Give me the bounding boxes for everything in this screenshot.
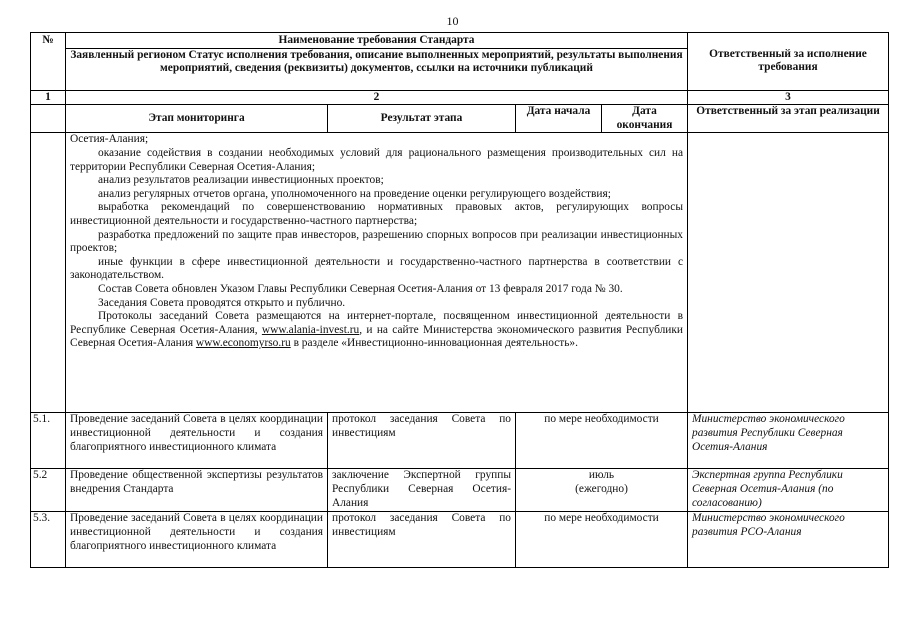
table-row: [31, 512, 889, 568]
description-responsible-empty: [688, 133, 889, 413]
row-result: протокол заседания Совета по инвестициям: [328, 512, 516, 568]
description-paragraph: Осетия-Алания;: [70, 133, 149, 146]
description-paragraph: Заседания Совета проводятся открыто и публично.: [98, 296, 346, 309]
description-text: [66, 133, 688, 413]
row-dates-line: (ежегодно): [575, 482, 628, 495]
row-number: 5.2: [31, 469, 66, 512]
row-responsible: Министерство экономического развития Республики Северная Осетия-Алания: [688, 413, 889, 469]
row-stage: Проведение заседаний Совета в целях координации инвестиционной деятельности и создания благоприятного инвестиционного климата: [66, 413, 328, 469]
standard-requirements-table: [30, 32, 889, 568]
row-dates: по мере необходимости: [516, 512, 688, 568]
header-requirement-title: Наименование требования Стандарта: [66, 33, 688, 49]
description-paragraph-links: [70, 310, 683, 351]
row-number: 5.3.: [31, 512, 66, 568]
row-stage: Проведение общественной экспертизы результатов внедрения Стандарта: [66, 469, 328, 512]
paragraph-text: Протоколы заседаний Совета размещаются на интернет-портале, посвященном инвестиционной деятельности в Республике Северная Осетия-Алания,: [70, 310, 683, 336]
description-paragraph: иные функции в сфере инвестиционной деятельности и государственно-частного партнерства в соответствии с законодательством.: [70, 255, 683, 282]
row-dates: по мере необходимости: [516, 413, 688, 469]
row-dates-line: июль: [588, 469, 615, 482]
row-responsible: Министерство экономического развития РСО-Алания: [688, 512, 889, 568]
paragraph-text: в разделе «Инвестиционно-инновационная деятельность».: [290, 337, 578, 350]
description-paragraph: анализ регулярных отчетов органа, уполномоченного на проведение оценки регулирующего воздействия;: [98, 187, 611, 200]
subheader-empty: [31, 105, 66, 133]
paragraph-text: , и на сайте Министерства экономического развития Республики Северная Осетия-Алания: [70, 323, 683, 350]
description-paragraph: анализ результатов реализации инвестиционных проектов;: [98, 174, 384, 187]
table-row: [31, 469, 889, 512]
row-responsible: Экспертная группа Республики Северная Осетия-Алания (по согласованию): [688, 469, 889, 512]
row-stage: Проведение заседаний Совета в целях координации инвестиционной деятельности и создания благоприятного инвестиционного климата: [66, 512, 328, 568]
description-paragraph: оказание содействия в создании необходимых условий для рационального размещения производительных сил на территории Республики Северная Осетия-Алания;: [70, 146, 683, 173]
row-result: заключение Экспертной группы Республики Северная Осетия-Алания: [328, 469, 516, 512]
row-dates: [516, 469, 688, 512]
header-number: №: [31, 33, 66, 91]
description-paragraph: выработка рекомендаций по совершенствованию нормативных правовых актов, регулирующих вопросы инвестиционной деятельности и государственно-частного партнерства;: [70, 201, 683, 227]
table-row: [31, 413, 889, 469]
alania-invest-link[interactable]: www.alania-invest.ru: [261, 323, 360, 336]
index-col-1: 1: [31, 90, 66, 105]
header-stage: Этап мониторинга: [66, 105, 328, 133]
header-requirement-subtitle: Заявленный регионом Статус исполнения требования, описание выполненных мероприятий, результаты выполнения мероприятий, сведения (реквизиты) документов, ссылки на источники публикаций: [66, 48, 688, 90]
header-result: Результат этапа: [328, 105, 516, 133]
header-responsible-stage: Ответственный за этап реализации: [688, 105, 889, 133]
header-date-start: Дата начала: [516, 105, 602, 133]
page-number: 10: [446, 14, 459, 28]
description-paragraph: Состав Совета обновлен Указом Главы Республики Северная Осетия-Алания от 13 февраля 2017 года № 30.: [98, 282, 623, 295]
index-col-3: 3: [688, 90, 889, 105]
row-number: 5.1.: [31, 413, 66, 469]
row-result: протокол заседания Совета по инвестициям: [328, 413, 516, 469]
description-empty: [31, 133, 66, 413]
header-responsible-requirement: Ответственный за исполнение требования: [688, 33, 889, 91]
description-paragraph: разработка предложений по защите прав инвесторов, разрешению спорных вопросов при реализации инвестиционных проектов;: [70, 228, 683, 255]
economyrso-link[interactable]: www.economyrso.ru: [195, 337, 291, 350]
index-col-2: 2: [66, 90, 688, 105]
header-date-end: Дата окончания: [602, 105, 688, 133]
